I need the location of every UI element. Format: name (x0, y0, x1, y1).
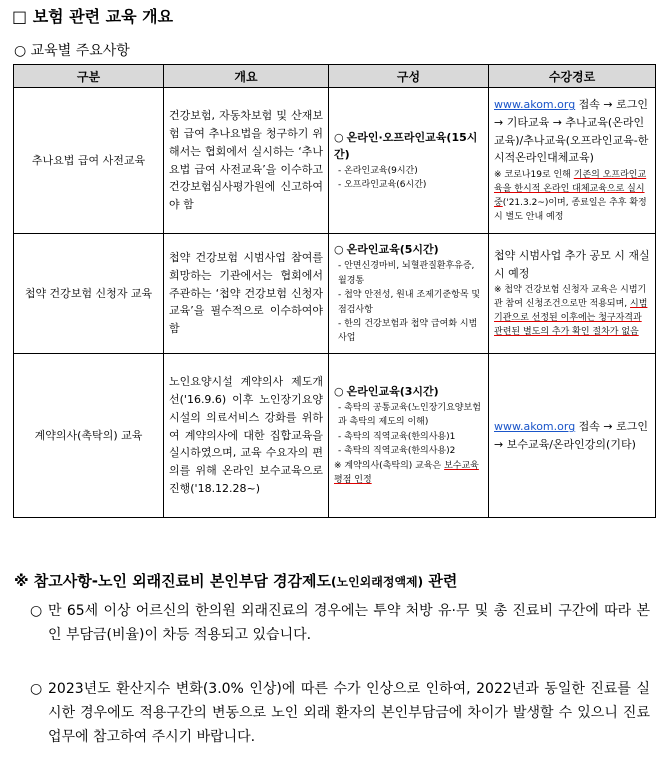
composition-item: - 안면신경마비, 뇌혈관질환후유증, 월경통 (338, 261, 475, 286)
header-category: 구분 (14, 65, 164, 88)
reference-heading: ※ 참고사항-노인 외래진료비 본인부담 경감제도(노인외래정액제) 관련 (14, 572, 458, 590)
composition-item: - 촉탁의 직역교육(한의사용)2 (338, 445, 456, 456)
section-subtitle: ○ 교육별 주요사항 (14, 43, 130, 59)
education-table (13, 64, 656, 518)
route-text: 접속 → 로그인 → 기타교육 → 추나교육(온라인교육)/추나교육(오프라인교육-한시적온라인대체교육) (494, 98, 649, 165)
bullet-circle: ○ (30, 681, 43, 697)
table-row (14, 88, 656, 234)
composition-item: - 온라인교육(9시간) (338, 165, 418, 176)
akom-link[interactable]: www.akom.org (494, 419, 576, 433)
overview-cell: 노인요양시설 계약의사 제도개선('16.9.6) 이후 노인장기요양시설의 의료서비스 강화를 위하여 계약의사에 대한 집합교육을 실시하였으며, 교육 수요자의 편의를 위해 온라인 보수교육으로 진행('18.12.28~) (164, 354, 329, 518)
category-cell: 첩약 건강보험 신청자 교육 (14, 234, 164, 354)
composition-item: - 첩약 안전성, 원내 조제기준항목 및 점검사항 (338, 290, 481, 315)
route-cell (489, 88, 656, 234)
route-text: 접속 → 로그인 → 보수교육/온라인강의(기타) (494, 419, 649, 451)
route-text: 첩약 시범사업 추가 공모 시 재실시 예정 (494, 249, 650, 280)
overview-cell: 첩약 건강보험 시범사업 참여를 희망하는 기관에서는 협회에서 주관하는 ‘첩약 건강보험 신청자 교육’을 필수적으로 이수하여야 함 (164, 234, 329, 354)
composition-item: - 촉탁의 직역교육(한의사용)1 (338, 431, 456, 442)
reference-paragraph: ○ 만 65세 이상 어르신의 한의원 외래진료의 경우에는 투약 처방 유·무 및 총 진료비 구간에 따라 본인 부담금(비율)이 차등 적용되고 있습니다. (30, 600, 650, 648)
bullet-circle: ○ (30, 603, 43, 619)
akom-link[interactable]: www.akom.org (494, 98, 576, 112)
route-cell (489, 354, 656, 518)
composition-cell (329, 234, 489, 354)
header-composition: 구성 (329, 65, 489, 88)
page-title: □ 보험 관련 교육 개요 (12, 7, 174, 26)
composition-heading: ○ 온라인·오프라인교육(15시간) (334, 130, 478, 161)
category-cell: 계약의사(촉탁의) 교육 (14, 354, 164, 518)
composition-item: - 한의 건강보험과 첩약 급여화 시범사업 (338, 318, 478, 344)
composition-heading: ○ 온라인교육(3시간) (334, 384, 439, 398)
header-route: 수강경로 (489, 65, 656, 88)
overview-cell: 건강보험, 자동차보험 및 산재보험 급여 추나요법을 청구하기 위해서는 협회에서 실시하는 ‘추나요법 급여 사전교육’을 이수하고 건강보험심사평가원에 신고하여야 함 (164, 88, 329, 234)
table-row (14, 354, 656, 518)
header-overview: 개요 (164, 65, 329, 88)
composition-item: - 촉탁의 공통교육(노인장기요양보험과 촉탁의 제도의 이해) (338, 402, 481, 428)
route-note: ※ 코로나19로 인해 기존의 오프라인교육을 한시적 온라인 대체교육으로 실시 중('21.3.2~)이며, 종료일은 추후 확정 시 별도 안내 예정 (494, 169, 647, 222)
composition-item: - 오프라인교육(6시간) (338, 180, 427, 191)
composition-heading: ○ 온라인교육(5시간) (334, 243, 439, 257)
composition-cell (329, 88, 489, 234)
route-note: ※ 첩약 건강보험 신청자 교육은 시범기관 참여 신청조건으로만 적용되며, 시범기관으로 선정된 이후에는 청구자격과 관련된 별도의 추가 확인 절차가 없음 (494, 285, 648, 338)
route-cell (489, 234, 656, 354)
table-header-row (14, 65, 656, 88)
composition-note: ※ 계약의사(촉탁의) 교육은 보수교육 평점 인정 (334, 461, 479, 486)
table-row (14, 234, 656, 354)
category-cell: 추나요법 급여 사전교육 (14, 88, 164, 234)
composition-cell (329, 354, 489, 518)
reference-paragraph: ○ 2023년도 환산지수 변화(3.0% 인상)에 따른 수가 인상으로 인하여, 2022년과 동일한 진료를 실시한 경우에도 적용구간의 변동으로 노인 외래 환자의 본인부담금에 차이가 발생할 수 있으니 진료업무에 참고하여 주시기 바랍니다. (30, 678, 650, 749)
